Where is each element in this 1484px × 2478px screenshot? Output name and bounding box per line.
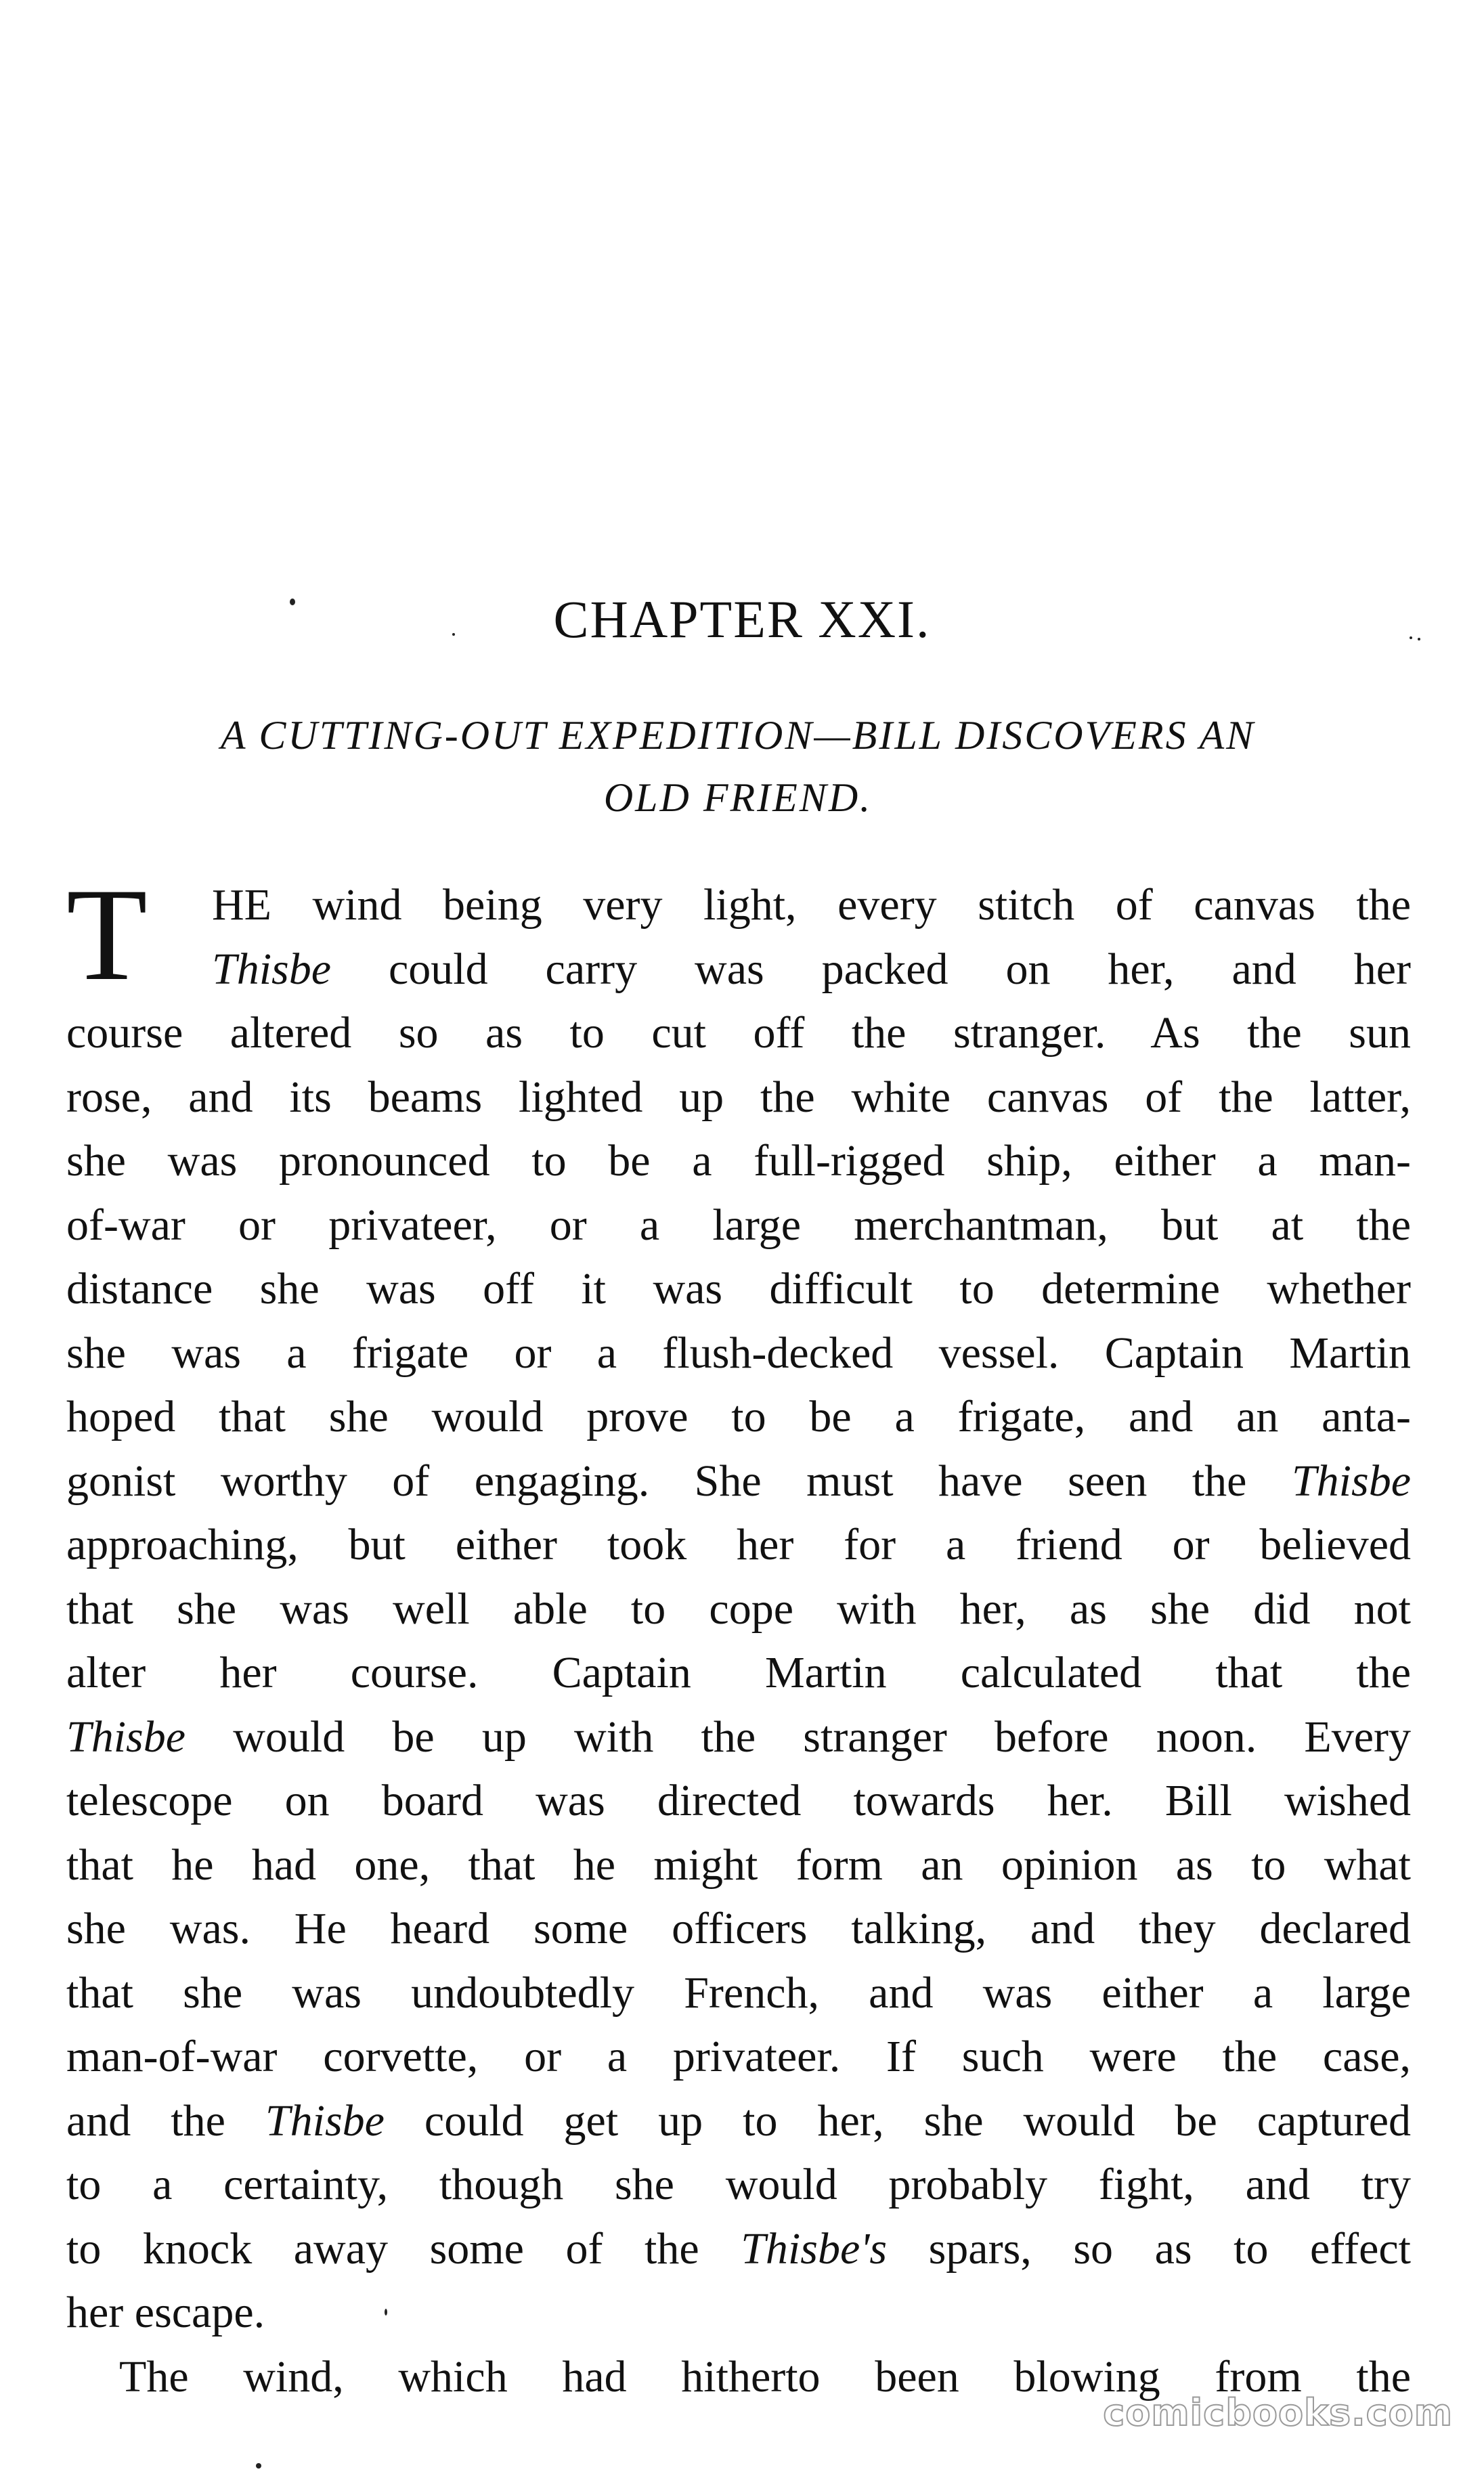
- text-run: that he had one, that he might form an opinion as to what: [66, 1840, 1411, 1890]
- text-run: The wind, which had hitherto been blowing from the: [119, 2351, 1411, 2401]
- text-line: [66, 938, 1411, 1002]
- ship-name: Thisbe's: [741, 2223, 888, 2274]
- text-run: course altered so as to cut off the stranger. As the sun: [66, 1008, 1411, 1058]
- text-line: [66, 1194, 1411, 1258]
- text-line: [66, 1322, 1411, 1386]
- text-run: could get up to her, she would be captured: [384, 2095, 1411, 2146]
- text-run: alter her course. Captain Martin calculated that the: [66, 1648, 1411, 1697]
- text-run: her escape.: [66, 2288, 265, 2337]
- body-text: [66, 861, 1412, 2409]
- print-speck: [1418, 638, 1420, 640]
- text-run: she was a frigate or a flush-decked vessel. Captain Martin: [66, 1328, 1411, 1378]
- text-line: [66, 1578, 1411, 1642]
- ship-name: Thisbe: [212, 944, 332, 994]
- ship-name: Thisbe: [66, 1712, 186, 1762]
- chapter-title: CHAPTER XXI.: [553, 590, 931, 649]
- text-run: that she was undoubtedly French, and was either a large: [66, 1968, 1411, 2018]
- text-line: [66, 1833, 1411, 1898]
- text-line: [66, 1385, 1411, 1450]
- text-line: [66, 2217, 1411, 2282]
- print-speck: [452, 633, 455, 636]
- text-run: gonist worthy of engaging. She must have seen the: [66, 1456, 1292, 1506]
- watermark-text: comicbooks.com: [1103, 2391, 1453, 2434]
- text-run: man-of-war corvette, or a privateer. If such were the case,: [66, 2032, 1411, 2081]
- text-line: [66, 2089, 1411, 2154]
- text-run: she was. He heard some officers talking, and they declared: [66, 1904, 1411, 1953]
- text-run: could carry was packed on her, and her: [331, 944, 1411, 994]
- text-line: [66, 2281, 1411, 2345]
- text-run: she was pronounced to be a full-rigged ship, either a man-: [66, 1136, 1411, 1186]
- text-line: [66, 1066, 1411, 1130]
- drop-cap: T: [66, 861, 148, 1008]
- ship-name: Thisbe: [1291, 1456, 1411, 1506]
- text-run: and the: [66, 2095, 265, 2146]
- print-speck: [290, 599, 295, 605]
- text-line: [66, 2025, 1411, 2089]
- text-line: [66, 1513, 1411, 1578]
- text-line: [66, 1129, 1411, 1194]
- text-run: telescope on board was directed towards her. Bill wished: [66, 1776, 1411, 1825]
- text-run: of-war or privateer, or a large merchantman, but at the: [66, 1200, 1411, 1250]
- text-run: spars, so as to effect: [887, 2223, 1412, 2274]
- text-line: [66, 1705, 1411, 1770]
- text-run: approaching, but either took her for a friend or believed: [66, 1520, 1411, 1569]
- text-run: HE wind being very light, every stitch of canvas the: [212, 880, 1411, 930]
- subtitle-line-1: A CUTTING-OUT EXPEDITION—BILL DISCOVERS AN: [220, 713, 1256, 758]
- text-run: would be up with the stranger before noon. Every: [186, 1712, 1411, 1762]
- subtitle-line-2: OLD FRIEND.: [603, 775, 873, 820]
- text-run: hoped that she would prove to be a frigate, and an anta-: [66, 1392, 1411, 1441]
- text-line: [66, 2153, 1411, 2217]
- text-run: rose, and its beams lighted up the white canvas of the latter,: [66, 1072, 1411, 1122]
- text-line: [66, 1450, 1411, 1514]
- text-run: that she was well able to cope with her, as she did not: [66, 1584, 1411, 1634]
- text-line: [66, 1001, 1411, 1066]
- text-run: distance she was off it was difficult to determine whether: [66, 1264, 1411, 1313]
- text-run: to knock away some of the: [66, 2223, 741, 2274]
- print-speck: [256, 2463, 261, 2469]
- chapter-subtitle: [68, 704, 1408, 829]
- text-run: to a certainty, though she would probably fight, and try: [66, 2160, 1411, 2209]
- ship-name: Thisbe: [265, 2095, 385, 2146]
- text-line: [66, 1769, 1411, 1833]
- text-line: [66, 1961, 1411, 2026]
- text-line: [66, 1897, 1411, 1961]
- text-line: [66, 1641, 1411, 1705]
- text-line: [66, 1257, 1411, 1322]
- print-speck: [385, 2309, 387, 2316]
- print-speck: [1410, 636, 1412, 639]
- text-line: [66, 873, 1411, 938]
